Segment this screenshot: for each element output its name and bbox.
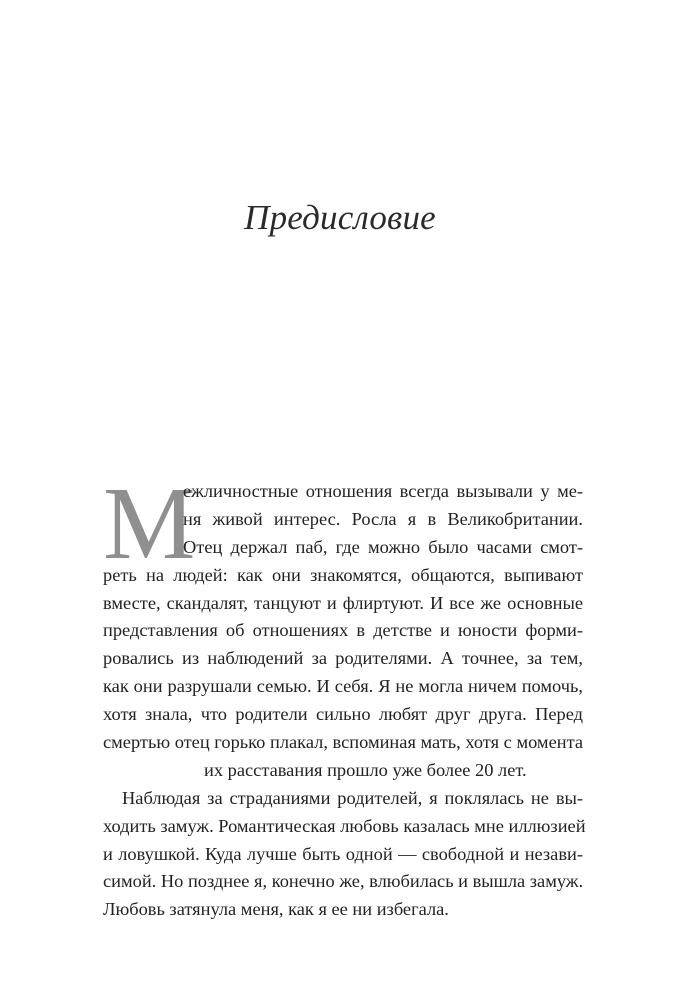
text-line: симой. Но позднее я, конечно же, влюбилась и вышла замуж. [103,871,584,892]
drop-cap-letter: М [103,466,196,581]
text-line: Наблюдая за страданиями родителей, я поклялась не вы- [122,787,583,808]
text-line: и ловушкой. Куда лучше быть одной — свободной и незави- [103,843,583,864]
text-line: вместе, скандалят, танцуют и флиртуют. И все же основные [103,592,583,613]
text-line: ровались из наблюдений за родителями. А точнее, за тем, [103,648,583,669]
text-line: ходить замуж. Романтическая любовь казалась мне иллюзией [103,815,586,836]
paragraph-1 [103,478,583,785]
text-line: хотя знала, что родители сильно любят друг друга. Перед [103,704,583,725]
text-line: Отец держал паб, где можно было часами смот- [183,536,583,557]
text-line: Любовь затянула меня, как я ее ни избегала. [103,899,449,920]
text-line: ня живой интерес. Росла я в Великобритании. [183,508,583,529]
paragraph-2 [103,785,586,924]
text-line: представления об отношениях в детстве и юности форми- [103,620,583,641]
text-line: ежличностные отношения всегда вызывали у ме- [183,481,583,501]
text-line: реть на людей: как они знакомятся, общаются, выпивают [103,564,583,585]
text-line: смертью отец горько плакал, вспоминая мать, хотя с момента [103,732,583,753]
chapter-title: Предисловие [244,198,436,237]
text-line: их расставания прошло уже более 20 лет. [204,759,527,780]
body-text [103,478,586,924]
text-line: как они разрушали семью. И себя. Я не могла ничем помочь, [103,676,583,697]
